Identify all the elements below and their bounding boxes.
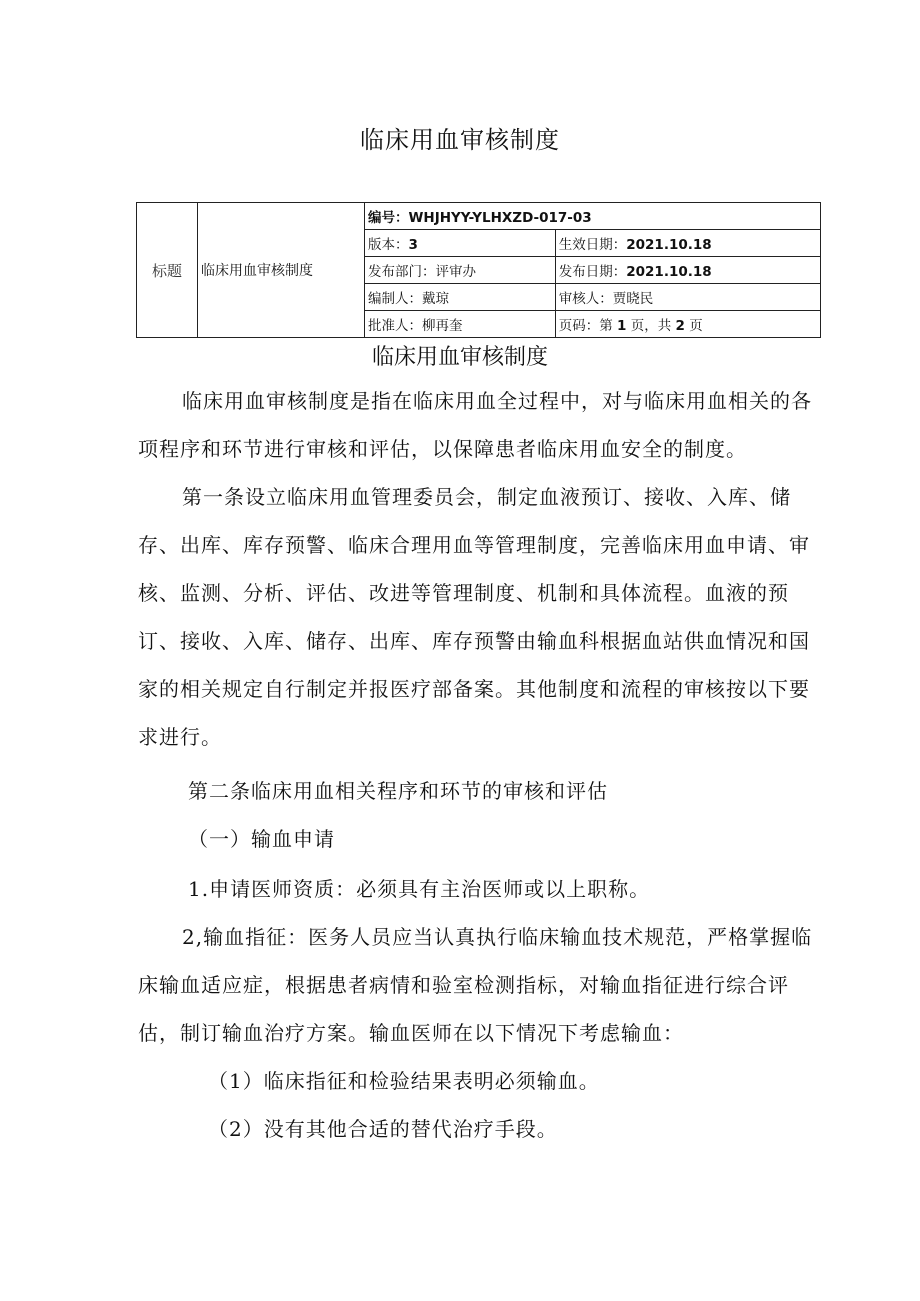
item-2-paragraph: 2,输血指征：医务人员应当认真执行临床输血技术规范，严格掌握临床输血适应症，根据患者病情和验室检测指标，对输血指征进行综合评估，制订输血治疗方案。输血医师在以下情况下考虑输血： xyxy=(138,925,813,1045)
effective-date-value: 2021.10.18 xyxy=(626,237,712,253)
publish-date-value: 2021.10.18 xyxy=(626,264,712,280)
article-2-heading: 第二条临床用血相关程序和环节的审核和评估 xyxy=(188,779,608,803)
document-heading: 临床用血审核制度 xyxy=(371,345,548,370)
reviewer: 审核人：贾晓民 xyxy=(555,284,820,311)
page-prefix: 第 xyxy=(599,318,618,334)
document-code: 编号：WHJHYY-YLHXZD-017-03 xyxy=(365,203,821,230)
title-value: 临床用血审核制度 xyxy=(198,203,365,338)
author: 编制人：戴琼 xyxy=(365,284,556,311)
publish-date-cell xyxy=(555,257,820,284)
page-end: 页 xyxy=(684,318,703,334)
effective-date-label: 生效日期： xyxy=(558,237,627,253)
article-1-paragraph: 第一条设立临床用血管理委员会，制定血液预订、接收、入库、储存、出库、库存预警、临床合理用血等管理制度，完善临床用血申请、审核、监测、分析、评估、改进等管理制度、机制和具体流程。血液的预订、接收、入库、储存、出库、库存预警由输血科根据血站供血情况和国家的相关规定自行制定并报医疗部备案。其他制度和流程的审核按以下要求进行。 xyxy=(138,485,810,749)
effective-date-cell xyxy=(555,230,820,257)
document-info-table xyxy=(136,202,821,338)
version-cell xyxy=(365,230,556,257)
page-title: 临床用血审核制度 xyxy=(360,126,560,154)
page-label: 页码： xyxy=(558,318,600,334)
intro-paragraph: 临床用血审核制度是指在临床用血全过程中，对与临床用血相关的各项程序和环节进行审核和评估，以保障患者临床用血安全的制度。 xyxy=(138,389,812,461)
version-value: 3 xyxy=(408,237,418,253)
item-1: 1.申请医师资质：必须具有主治医师或以上职称。 xyxy=(188,877,651,901)
section-1-heading: （一）输血申请 xyxy=(188,827,335,851)
page-total: 2 xyxy=(675,318,685,334)
sub-item-1: （1）临床指征和检验结果表明必须输血。 xyxy=(208,1069,600,1093)
page-current: 1 xyxy=(617,318,627,334)
version-label: 版本： xyxy=(368,237,409,253)
publish-dept: 发布部门：评审办 xyxy=(365,257,556,284)
page-number-cell xyxy=(555,311,820,338)
publish-date-label: 发布日期： xyxy=(558,264,627,280)
sub-item-2: （2）没有其他合适的替代治疗手段。 xyxy=(208,1117,558,1141)
title-label: 标题 xyxy=(137,203,198,338)
approver: 批准人：柳再奎 xyxy=(365,311,556,338)
page-mid: 页，共 xyxy=(626,318,676,334)
